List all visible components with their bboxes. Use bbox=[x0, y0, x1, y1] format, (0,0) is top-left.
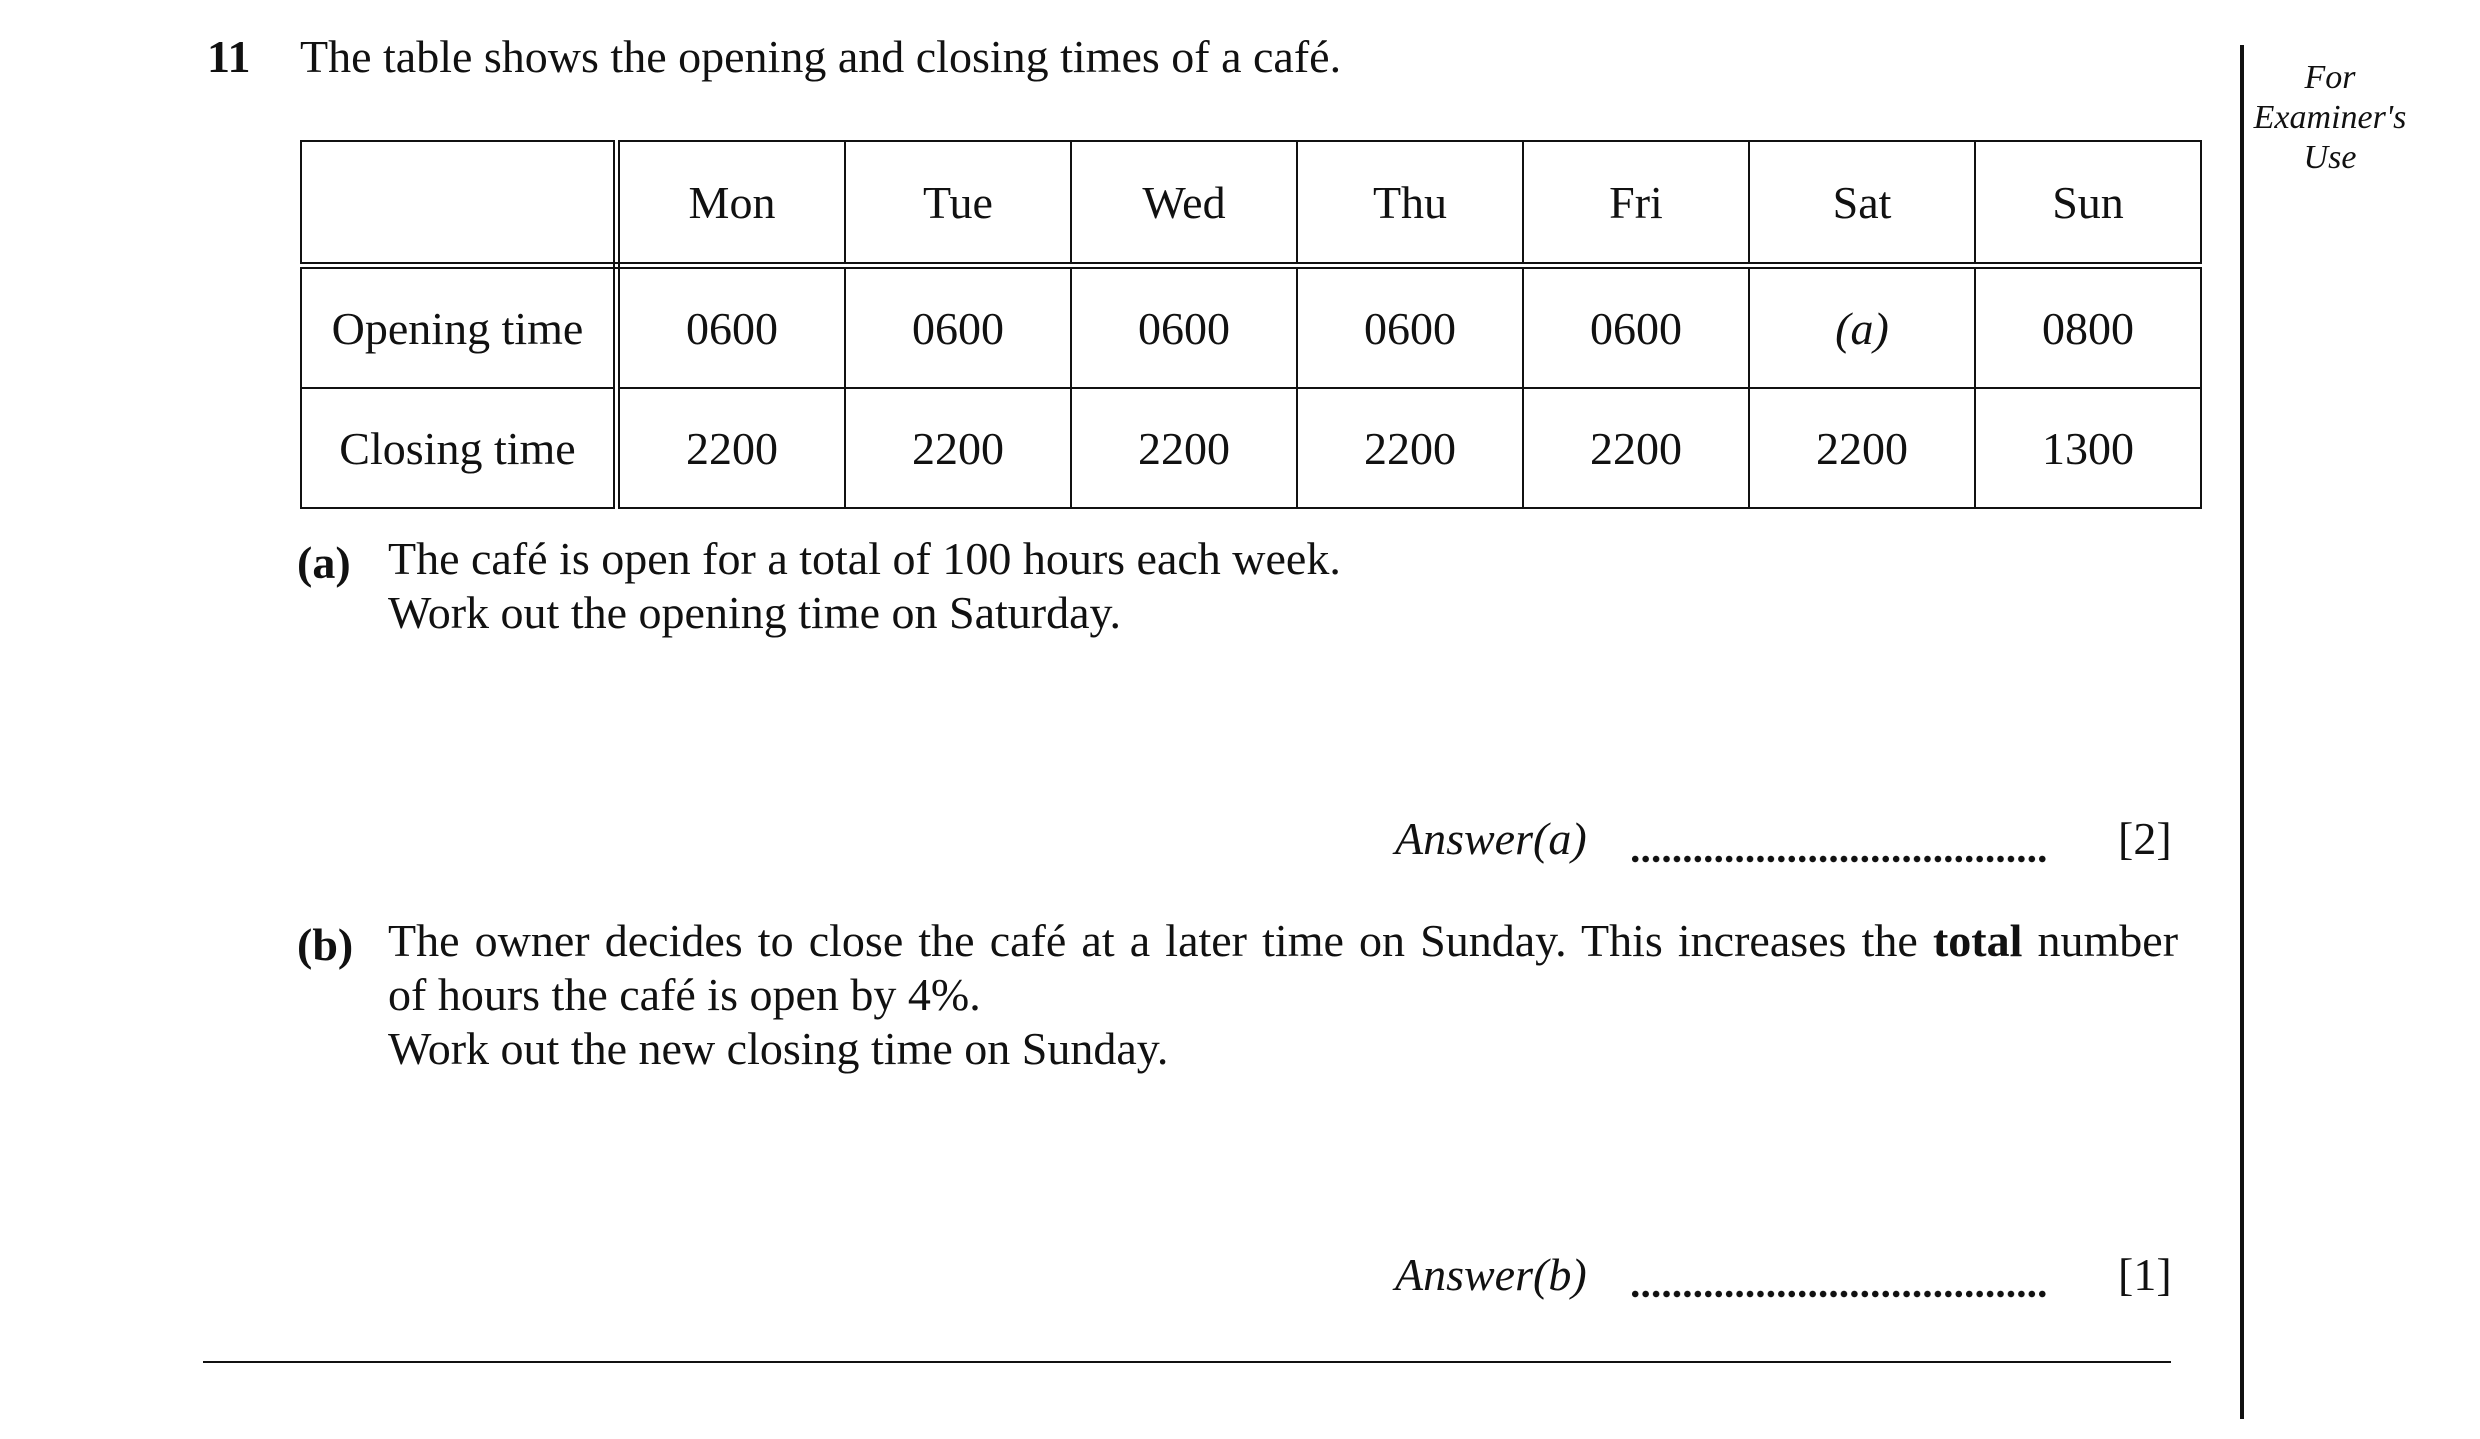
time-cell: 2200 bbox=[1749, 388, 1975, 508]
part-b-text bbox=[388, 914, 2178, 1076]
time-cell: 0600 bbox=[1523, 266, 1749, 389]
time-cell: 2200 bbox=[617, 388, 846, 508]
opening-time-row bbox=[301, 266, 2201, 389]
time-cell: 2200 bbox=[845, 388, 1071, 508]
part-a-marks: [2] bbox=[2118, 813, 2172, 864]
question-number: 11 bbox=[207, 31, 251, 82]
row-label-cell: Opening time bbox=[301, 266, 617, 389]
part-b-line-1-bold: total bbox=[1932, 915, 2023, 966]
examiner-margin-rule bbox=[2240, 45, 2244, 1419]
examiner-line-2: Examiner's bbox=[2253, 99, 2407, 136]
part-a-text bbox=[388, 532, 1341, 640]
time-cell: 0600 bbox=[1071, 266, 1297, 389]
examiner-use-label bbox=[2230, 58, 2430, 178]
part-b-marks: [1] bbox=[2118, 1249, 2172, 1300]
day-header-cell: Sun bbox=[1975, 141, 2201, 266]
part-b-line-1-end: number bbox=[2022, 915, 2179, 966]
question-end-rule bbox=[203, 1361, 2171, 1363]
day-header-cell: Mon bbox=[617, 141, 846, 266]
time-cell: 0800 bbox=[1975, 266, 2201, 389]
question-intro: The table shows the opening and closing times of a café. bbox=[300, 31, 1342, 82]
part-b-line-1 bbox=[388, 914, 2178, 968]
day-header-cell: Wed bbox=[1071, 141, 1297, 266]
day-header-cell: Tue bbox=[845, 141, 1071, 266]
part-a-label: (a) bbox=[297, 537, 351, 588]
part-b-line-3: Work out the new closing time on Sunday. bbox=[388, 1023, 1169, 1074]
day-header-cell: Fri bbox=[1523, 141, 1749, 266]
examiner-line-1: For bbox=[2304, 59, 2356, 96]
time-cell: 0600 bbox=[1297, 266, 1523, 389]
answer-a-label: Answer(a) bbox=[1395, 813, 1587, 864]
time-cell: 2200 bbox=[1297, 388, 1523, 508]
answer-a-line[interactable] bbox=[1630, 855, 2048, 863]
answer-b-label: Answer(b) bbox=[1395, 1249, 1587, 1300]
time-cell: 2200 bbox=[1523, 388, 1749, 508]
time-cell: 2200 bbox=[1071, 388, 1297, 508]
part-a-line-2: Work out the opening time on Saturday. bbox=[388, 587, 1122, 638]
answer-b-line[interactable] bbox=[1630, 1290, 2048, 1298]
part-b-label: (b) bbox=[297, 919, 354, 970]
row-label-cell: Closing time bbox=[301, 388, 617, 508]
part-b-line-1-start: The owner decides to close the café at a later time on Sunday. This increases the bbox=[388, 915, 1933, 966]
closing-time-row bbox=[301, 388, 2201, 508]
part-b-line-2: of hours the café is open by 4%. bbox=[388, 969, 981, 1020]
time-cell-unknown: (a) bbox=[1749, 266, 1975, 389]
day-header-cell: Sat bbox=[1749, 141, 1975, 266]
time-cell: 0600 bbox=[617, 266, 846, 389]
table-corner-cell bbox=[301, 141, 617, 266]
table-header-row bbox=[301, 141, 2201, 266]
opening-times-table bbox=[300, 140, 2202, 509]
time-cell: 1300 bbox=[1975, 388, 2201, 508]
day-header-cell: Thu bbox=[1297, 141, 1523, 266]
part-a-line-1: The café is open for a total of 100 hours each week. bbox=[388, 533, 1341, 584]
time-cell: 0600 bbox=[845, 266, 1071, 389]
examiner-line-3: Use bbox=[2303, 139, 2357, 176]
